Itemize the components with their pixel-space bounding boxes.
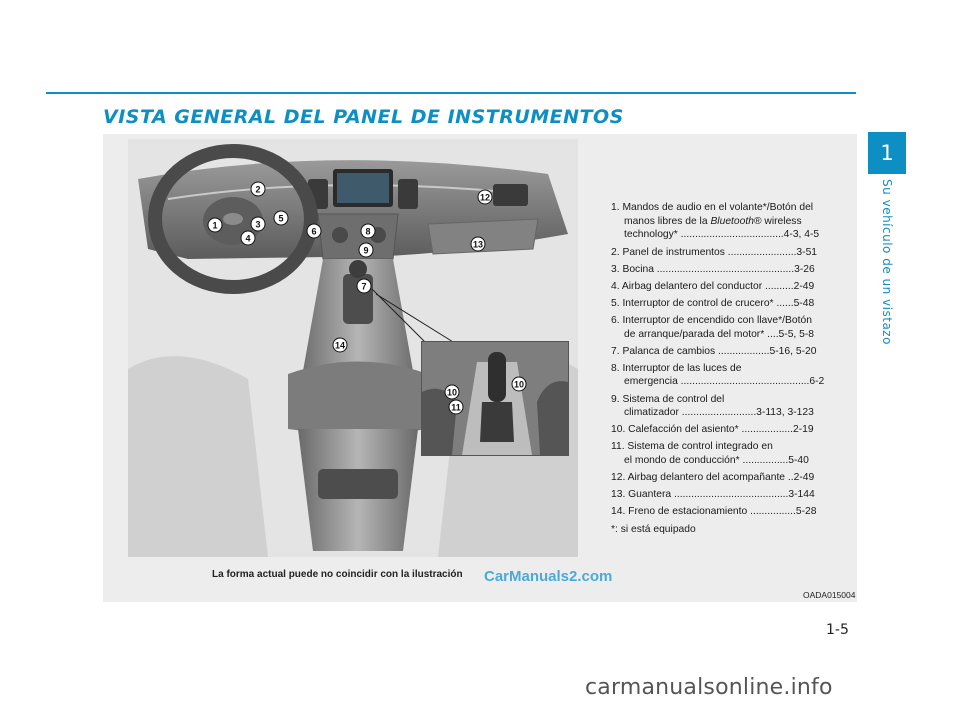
callout-10-left <box>445 385 459 399</box>
legend-item: 5. Interruptor de control de crucero* ......5-48 <box>611 297 815 309</box>
callout-9 <box>359 243 373 257</box>
legend-item: 2. Panel de instrumentos ........................3-51 <box>611 246 818 258</box>
gear-shift-inset <box>421 341 569 456</box>
legend-item: 11. Sistema de control integrado en el mondo de conducción* ................5-40 <box>611 441 809 467</box>
footer-watermark: carmanualsonline.info <box>585 675 833 700</box>
callout-12 <box>478 190 492 204</box>
svg-text:9: 9 <box>363 245 369 256</box>
callout-10-right <box>512 377 526 391</box>
svg-text:5: 5 <box>278 213 284 224</box>
svg-text:7: 7 <box>361 281 367 292</box>
svg-text:13: 13 <box>472 239 484 250</box>
svg-text:11: 11 <box>451 402 461 413</box>
figure-caption: La forma actual puede no coincidir con la ilustración <box>212 569 463 580</box>
legend-item: 3. Bocina ................................................3-26 <box>611 263 815 275</box>
svg-text:3: 3 <box>255 219 261 230</box>
svg-text:10: 10 <box>446 387 458 398</box>
callout-1 <box>208 218 222 232</box>
legend-item: 13. Guantera ........................................3-144 <box>611 489 815 501</box>
chapter-tab: 1 <box>868 132 906 174</box>
chapter-title: Su vehículo de un vistazo <box>880 179 894 345</box>
svg-text:6: 6 <box>311 226 317 237</box>
svg-text:4: 4 <box>245 233 251 244</box>
callout-13 <box>471 237 485 251</box>
callout-8 <box>361 224 375 238</box>
svg-text:8: 8 <box>365 226 371 237</box>
legend-item: 9. Sistema de control del climatizador ..........................3-113, 3-123 <box>611 393 814 419</box>
callout-3 <box>251 217 265 231</box>
svg-text:1: 1 <box>212 220 218 231</box>
figure-code: OADA015004 <box>803 590 856 600</box>
svg-text:14: 14 <box>334 340 346 351</box>
legend-item: 14. Freno de estacionamiento ................5-28 <box>611 506 817 518</box>
callout-4 <box>241 231 255 245</box>
legend-item: 4. Airbag delantero del conductor ..........2-49 <box>611 280 815 292</box>
legend-item: 8. Interruptor de las luces de emergencia .............................................6-2 <box>611 362 825 388</box>
legend-item: 10. Calefacción del asiento* ..................2-19 <box>611 424 814 436</box>
svg-text:10: 10 <box>513 379 525 390</box>
watermark-overlay: CarManuals2.com <box>484 568 613 585</box>
legend-item: 12. Airbag delantero del acompañante ..2-49 <box>611 472 815 484</box>
callout-5 <box>274 211 288 225</box>
callout-2 <box>251 182 265 196</box>
svg-text:12: 12 <box>479 192 491 203</box>
callout-11 <box>449 400 463 414</box>
callout-6 <box>307 224 321 238</box>
svg-text:2: 2 <box>255 184 261 195</box>
callout-7 <box>357 279 371 293</box>
legend-note: *: si está equipado <box>611 523 696 535</box>
legend-item: 7. Palanca de cambios ..................5-16, 5-20 <box>611 345 817 357</box>
callout-14 <box>333 338 347 352</box>
gear-shift-drawing <box>422 342 568 455</box>
legend-item: 6. Interruptor de encendido con llave*/Botón de arranque/parada del motor* ....5-5, 5-8 <box>611 314 815 340</box>
legend-list <box>611 201 857 540</box>
header-rule <box>46 92 856 94</box>
legend-item: 1. Mandos de audio en el volante*/Botón del manos libres de la Bluetooth® wireless technology* ....................................4-3, 4-5 <box>611 202 820 241</box>
page-title: VISTA GENERAL DEL PANEL DE INSTRUMENTOS <box>103 106 624 128</box>
page-number: 1-5 <box>826 622 849 638</box>
